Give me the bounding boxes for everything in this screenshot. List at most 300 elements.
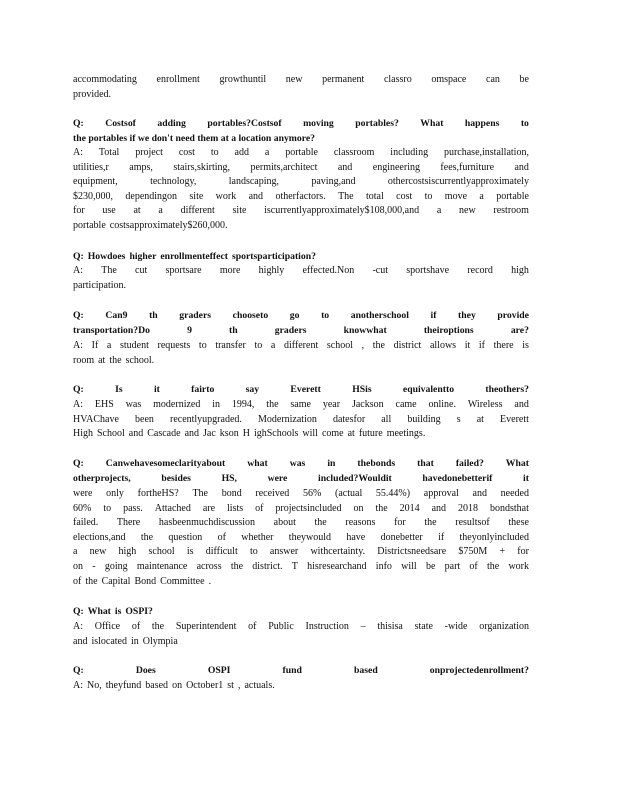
question-line [73, 309, 529, 324]
word: Q: [73, 384, 84, 395]
word: the portables if we don't need them at a location anymore? [73, 132, 315, 144]
word: a [436, 205, 442, 217]
word: sportsparticipation? [231, 251, 316, 262]
word: costsapproximately$260,000. [109, 219, 228, 231]
word: and [248, 190, 264, 202]
question-block [73, 605, 529, 620]
word: 2014 [399, 502, 420, 514]
word: online. [428, 399, 456, 410]
answer-line [73, 516, 529, 531]
word: a [270, 340, 276, 351]
word: record [467, 265, 493, 276]
word: including [390, 147, 429, 158]
word: the [375, 502, 388, 514]
word: school. [125, 354, 155, 366]
answer-line [73, 427, 529, 442]
word: fortheHS? [137, 488, 179, 499]
word: is [186, 546, 194, 558]
word: were [267, 472, 288, 484]
word: withcertainty. [310, 546, 366, 558]
word: failed? [455, 458, 484, 469]
question-block [73, 457, 529, 486]
answer-block [73, 73, 529, 102]
word: of [217, 531, 226, 543]
word: provided. [73, 88, 112, 100]
answer-line [73, 146, 529, 161]
word: state [414, 621, 433, 632]
word: thisisa [377, 621, 403, 632]
word: be [425, 560, 436, 572]
question-line [73, 605, 529, 620]
word: say [245, 384, 260, 395]
word: A: [73, 147, 83, 158]
word: based [145, 680, 169, 691]
word: district [393, 340, 422, 351]
word: There [116, 517, 141, 529]
word: recentlyupgraded. [169, 413, 242, 425]
word: Canwehavesomeclarityabout [105, 458, 226, 469]
word: classro [383, 74, 412, 85]
word: Public [268, 621, 294, 632]
word: besides [161, 472, 191, 484]
word: requests [157, 340, 191, 351]
word: building [407, 413, 441, 425]
word: and [337, 161, 353, 173]
word: resultsof [455, 517, 490, 529]
word: Modernization [257, 413, 317, 425]
word: Jackson [351, 399, 384, 410]
word: utilities,r [73, 161, 109, 173]
word: A: [73, 340, 83, 351]
word: maintenance [136, 560, 188, 572]
word: Q: [73, 118, 84, 129]
word: Superintendent [175, 621, 237, 632]
word: transfer [215, 340, 246, 351]
word: cost [396, 190, 413, 202]
word: to [198, 340, 207, 351]
word: to [424, 190, 433, 202]
word: th [229, 324, 238, 336]
word: district. [252, 560, 283, 572]
word: Everett [290, 384, 321, 395]
word: ighSchools [253, 428, 299, 440]
word: will [302, 428, 318, 440]
word: in [212, 399, 221, 410]
word: part [444, 560, 461, 572]
word: same [290, 399, 311, 410]
word: at [476, 413, 484, 425]
word: failed. [73, 517, 99, 529]
word: participation. [73, 279, 127, 291]
word: No, [87, 680, 102, 691]
word: and [184, 428, 200, 440]
word: going [104, 560, 128, 572]
word: a [479, 190, 484, 202]
answer-line [73, 204, 529, 219]
word: new [459, 205, 476, 217]
word: – [360, 621, 366, 632]
word: that [417, 458, 434, 469]
answer-line [73, 620, 529, 635]
word: answer [269, 546, 299, 558]
word: work [508, 560, 529, 572]
word: at [98, 354, 106, 366]
word: othercostsiscurrentlyapproximately [387, 176, 529, 188]
answer-line [73, 575, 529, 590]
word: Districtsneedsare [377, 546, 447, 558]
word: difficult [205, 546, 238, 558]
word: fund [282, 665, 302, 676]
word: transportation?Do [73, 324, 150, 336]
answer-line [73, 264, 529, 279]
question-line [73, 664, 529, 679]
word: HS, [221, 472, 237, 484]
word: T [291, 560, 298, 572]
word: on [172, 680, 183, 691]
answer-line [73, 531, 529, 546]
word: The [338, 190, 354, 202]
word: and [128, 428, 144, 440]
word: to [254, 340, 263, 351]
word: equipment, [73, 176, 118, 188]
word: and [73, 635, 88, 647]
question-block [73, 250, 529, 265]
word: sportshave [406, 265, 450, 276]
question-line [73, 250, 529, 265]
question-block [73, 383, 529, 398]
word: a [106, 340, 112, 351]
word: only [106, 488, 124, 499]
word: Is [115, 384, 123, 395]
answer-line [73, 279, 529, 294]
word: donebetter [380, 531, 423, 543]
word: theyonlyincluded [459, 531, 529, 543]
answer-line [73, 161, 529, 176]
question-line [73, 383, 529, 398]
word: enrollmenteffect [160, 251, 228, 262]
word: Wireless [467, 399, 503, 410]
question-line [73, 324, 529, 339]
word: graders [274, 324, 307, 336]
word: the [424, 517, 437, 529]
word: OSPI? [125, 606, 153, 617]
word: are [202, 502, 216, 514]
word: hisresearchand [307, 560, 367, 572]
word: question [168, 531, 203, 543]
word: amps, [129, 161, 153, 173]
word: included?Wouldit [318, 472, 392, 484]
word: omspace [431, 74, 467, 85]
word: (actual [335, 488, 363, 499]
word: adding [157, 118, 186, 129]
answer-line [73, 545, 529, 560]
word: come [321, 428, 344, 440]
word: sportsare [165, 265, 202, 276]
word: and [431, 502, 447, 514]
word: received [255, 488, 290, 499]
word: elections,and [73, 531, 126, 543]
word: of [248, 621, 257, 632]
word: School [97, 428, 125, 440]
word: engineering [372, 161, 420, 173]
question-block [73, 309, 529, 338]
word: of [255, 502, 264, 514]
word: future [358, 428, 383, 440]
question-line [73, 117, 529, 132]
word: higher [129, 251, 157, 262]
answer-line [73, 73, 529, 88]
word: The [101, 265, 117, 276]
word: Cascade [147, 428, 181, 440]
word: more [219, 265, 241, 276]
word: portables? [355, 118, 399, 129]
word: technology, [150, 176, 197, 188]
word: of [469, 560, 478, 572]
word: on [73, 560, 83, 572]
word: HSis [352, 384, 372, 395]
word: new [89, 546, 107, 558]
word: Howdoes [87, 251, 126, 262]
word: theywould [288, 531, 332, 543]
word: will [401, 560, 417, 572]
word: theiroptions [423, 324, 474, 336]
word: go [289, 310, 300, 321]
word: 1994, [231, 399, 255, 410]
word: to [321, 310, 330, 321]
question-line [73, 457, 529, 472]
word: Committee [160, 575, 205, 587]
word: at [133, 205, 141, 217]
word: effected.Non [302, 265, 355, 276]
word: cost [178, 147, 195, 158]
word: fees,furniture [440, 161, 495, 173]
word: what [247, 458, 268, 469]
word: fairto [191, 384, 215, 395]
word: The [192, 488, 208, 499]
word: use [102, 205, 116, 217]
word: project [135, 147, 163, 158]
word: these [508, 517, 529, 529]
word: cut [135, 265, 148, 276]
word: a [264, 147, 270, 158]
word: What [505, 458, 529, 469]
word: if [438, 531, 445, 543]
word: to [520, 118, 529, 129]
answer-line [73, 88, 529, 103]
word: purchase,installation, [443, 147, 529, 158]
word: s [456, 413, 461, 425]
word: be [519, 74, 529, 85]
word: paving,and [311, 176, 356, 188]
word: they [458, 310, 476, 321]
word: whether [241, 531, 274, 543]
word: otherprojects, [73, 472, 131, 484]
word: it [153, 384, 160, 395]
word: if [478, 340, 485, 351]
answer-line [73, 502, 529, 517]
answer-line [73, 190, 529, 205]
word: Everett [500, 413, 529, 425]
word: $230,000, [73, 190, 113, 202]
word: different [283, 340, 319, 351]
word: school [148, 546, 175, 558]
word: portable [496, 190, 529, 202]
word: room [73, 354, 95, 366]
word: the [266, 399, 279, 410]
word: EHS [94, 399, 114, 410]
word: 55.44%) [375, 488, 411, 499]
word: to [249, 546, 258, 558]
word: OSPI [207, 665, 231, 676]
word: Instruction [305, 621, 349, 632]
word: H [242, 428, 250, 440]
word: new [285, 74, 303, 85]
word: is [114, 606, 122, 617]
word: theyfund [105, 680, 142, 691]
answer-line [73, 339, 529, 354]
word: modernized [153, 399, 201, 410]
word: Jac [203, 428, 216, 440]
word: different [180, 205, 215, 217]
word: the [314, 517, 327, 529]
word: the [109, 354, 122, 366]
word: st [227, 680, 234, 691]
word: and [514, 161, 529, 173]
word: move [444, 190, 468, 202]
answer-block [73, 264, 529, 293]
word: is [522, 340, 529, 351]
word: if [430, 310, 437, 321]
answer-block [73, 398, 529, 442]
word: Bond [134, 575, 157, 587]
answer-block [73, 339, 529, 368]
word: -cut [372, 265, 389, 276]
word: Costsof [105, 118, 136, 129]
word: A: [73, 399, 83, 410]
word: Q: [73, 310, 84, 321]
word: add [234, 147, 249, 158]
word: school [326, 340, 353, 351]
word: What [420, 118, 444, 129]
word: stairs,skirting, [173, 161, 231, 173]
word: was [289, 458, 306, 469]
word: Attached [154, 502, 191, 514]
word: knowwhat [343, 324, 387, 336]
word: it [523, 472, 529, 484]
word: Q: [73, 606, 84, 617]
word: enrollment [156, 74, 200, 85]
answer-block [73, 146, 529, 234]
word: kson [219, 428, 239, 440]
word: , [237, 680, 241, 691]
word: portables?Costsof [207, 118, 282, 129]
word: total [366, 190, 384, 202]
word: + [499, 546, 506, 558]
word: permits,architect [250, 161, 318, 173]
word: $750M [458, 546, 488, 558]
word: A: [73, 621, 83, 632]
answer-line [73, 487, 529, 502]
word: allows [429, 340, 457, 351]
word: all [381, 413, 392, 425]
word: chooseto [232, 310, 269, 321]
word: for [517, 546, 529, 558]
word: A: [73, 265, 83, 276]
answer-line [73, 413, 529, 428]
word: at [347, 428, 355, 440]
word: otherfactors. [275, 190, 326, 202]
word: th [149, 310, 158, 321]
word: growthuntil [219, 74, 267, 85]
word: islocated [91, 635, 127, 647]
word: projectsincluded [275, 502, 342, 514]
word: bondsthat [490, 502, 529, 514]
word: needed [500, 488, 529, 499]
word: graders [179, 310, 212, 321]
word: reasons [345, 517, 376, 529]
word: datesfor [332, 413, 366, 425]
word: the [486, 560, 500, 572]
answer-block [73, 487, 529, 589]
word: about [273, 517, 296, 529]
word: Can9 [105, 310, 128, 321]
word: the [230, 560, 244, 572]
word: havedonebetterif [422, 472, 493, 484]
word: -wide [444, 621, 468, 632]
word: the [151, 621, 165, 632]
answer-line [73, 560, 529, 575]
word: approval [423, 488, 459, 499]
word: across [196, 560, 222, 572]
word: and [514, 399, 529, 410]
word: year [322, 399, 341, 410]
answer-line [73, 398, 529, 413]
word: High [73, 428, 93, 440]
word: for [73, 205, 85, 217]
word: equivalentto [402, 384, 455, 395]
word: info [375, 560, 392, 572]
word: dependingon [125, 190, 178, 202]
word: accommodating [73, 74, 137, 85]
word: Q: [73, 458, 84, 469]
word: 9 [187, 324, 192, 336]
word: restroom [493, 205, 529, 217]
answer-line [73, 175, 529, 190]
word: the [85, 575, 98, 587]
word: hasbeenmuchdiscussion [158, 517, 255, 529]
answer-line [73, 635, 529, 650]
word: pass. [123, 502, 143, 514]
word: came [395, 399, 417, 410]
word: student [120, 340, 149, 351]
word: anotherschool [350, 310, 409, 321]
word: the [140, 531, 154, 543]
answer-block [73, 620, 529, 649]
word: for [394, 517, 406, 529]
word: Olympia [142, 635, 178, 647]
word: can [486, 74, 500, 85]
word: onprojectedenrollment? [429, 665, 529, 676]
answer-line [73, 219, 529, 234]
word: based [354, 665, 378, 676]
word: landscaping, [228, 176, 279, 188]
word: October1 [186, 680, 224, 691]
word: to [210, 147, 219, 158]
word: HVAChave [73, 413, 119, 425]
word: , [361, 340, 365, 351]
word: been [135, 413, 154, 425]
word: Q: [73, 665, 84, 676]
